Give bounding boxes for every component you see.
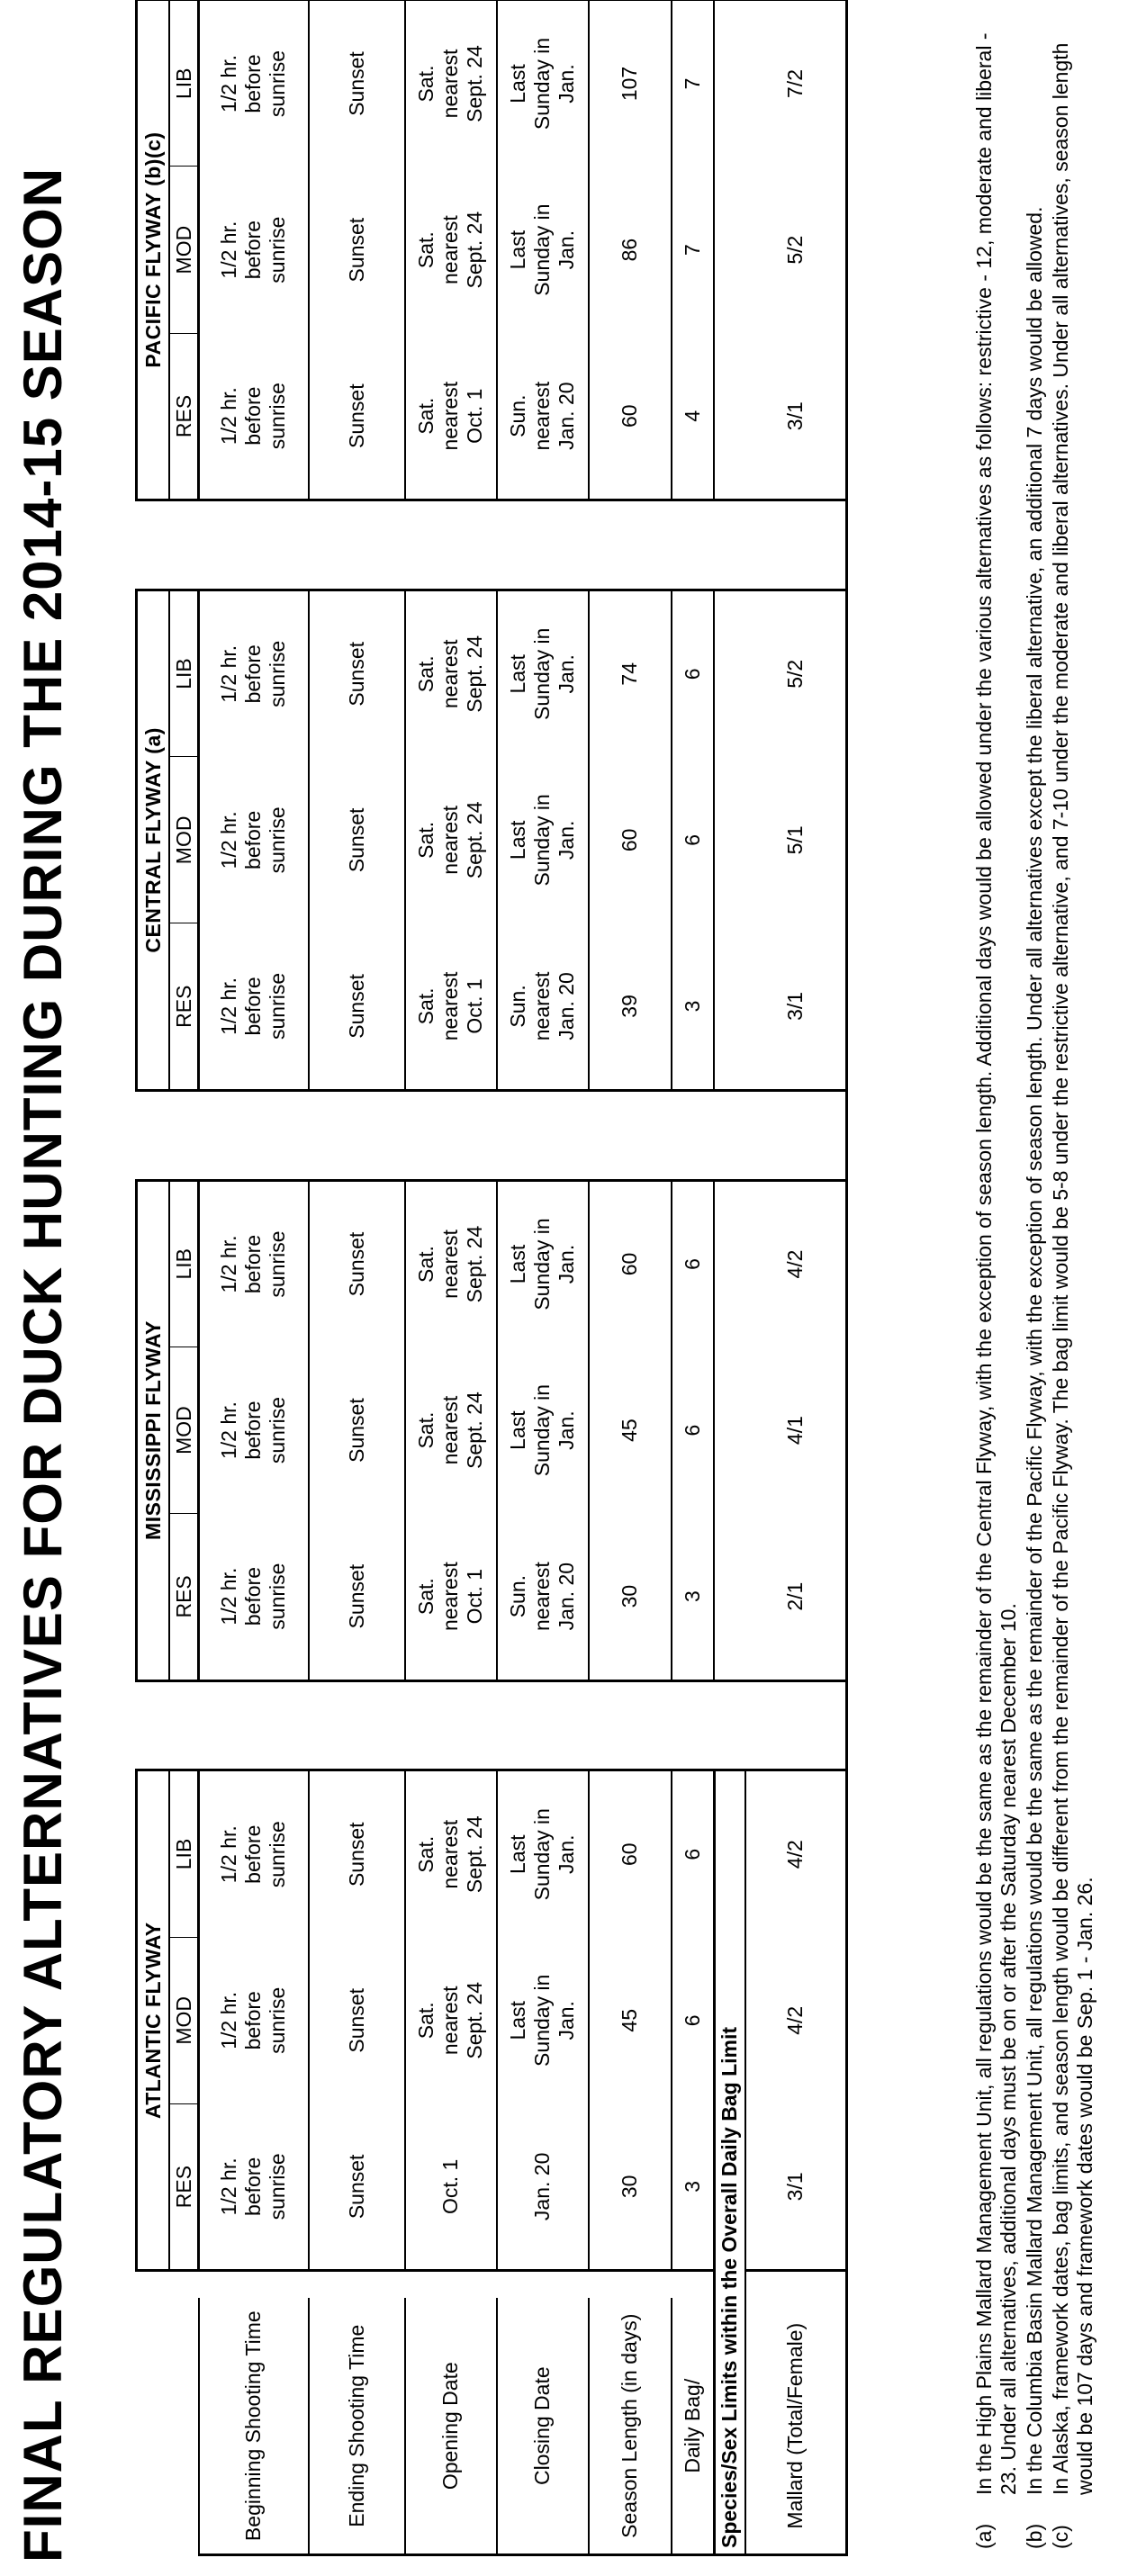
- cell-value: 1/2 hr. before sunrise: [217, 640, 290, 707]
- flyway-gap: [589, 500, 672, 590]
- flyway-gap: [137, 1090, 170, 1180]
- table-cell: [309, 1180, 405, 1347]
- cell-value: Sun. nearest Jan. 20: [506, 971, 578, 1041]
- table-cell: [405, 757, 497, 923]
- table-cell: [497, 1770, 589, 1937]
- flyway-header-row: [137, 0, 170, 2555]
- cell-value: 3: [680, 1590, 704, 1603]
- table-cell: [199, 1180, 309, 1347]
- cell-value: Sunset: [344, 383, 368, 448]
- cell-value: Last Sunday in Jan.: [506, 1974, 578, 2067]
- table-cell: [745, 333, 847, 500]
- footnote-text: In Alaska, framework dates, bag limits, and season length would be different from the remainder of the Pacific Flyway. The bag limit would be 5-8 under the restrictive alternative, and 7-10 under the moderate and liberal alternatives. Under all alternatives, season length would be 107 days and framework dates would be Sep. 1 - Jan. 26.: [1049, 42, 1096, 2495]
- flyway-gap: [745, 2271, 847, 2299]
- table-cell: [199, 590, 309, 756]
- row-label: Daily Bag/: [672, 2298, 715, 2554]
- cell-value: 4: [680, 410, 704, 422]
- cell-value: 39: [618, 995, 641, 1018]
- flyway-gap: [714, 500, 745, 590]
- table-cell: [309, 2103, 405, 2270]
- table-cell: [309, 333, 405, 500]
- table-row: [199, 0, 309, 2555]
- table-cell: [497, 2103, 589, 2270]
- footnote-letter: (b): [1023, 2523, 1046, 2549]
- table-cell: [405, 590, 497, 756]
- table-cell: [589, 0, 672, 167]
- cell-value: Oct. 1: [438, 2158, 462, 2215]
- footnote-text: In the High Plains Mallard Management Unit, all regulations would be the same as the remainder of the Central Flyway, with the exception of season length. Additional days would be allowed under the various alternatives as follows: restrictive - 12, moderate and liberal - 23. Under all alternatives, additional days must be on or after the Saturday nearest December 10.: [972, 32, 1020, 2495]
- footnotes: [972, 11, 1099, 2549]
- row-label: Mallard (Total/Female): [745, 2298, 847, 2554]
- table-cell: [672, 1770, 715, 1937]
- flyway-gap: [405, 500, 497, 590]
- cell-value: Sat. nearest Sept. 24: [414, 1392, 486, 1469]
- table-row: [309, 0, 405, 2555]
- cell-value: 6: [680, 1258, 704, 1270]
- cell-value: 1/2 hr. before sunrise: [217, 216, 290, 284]
- table-cell: [497, 1937, 589, 2103]
- cell-value: Sunset: [344, 2154, 368, 2220]
- table-cell: [309, 0, 405, 167]
- flyway-gap: [714, 1090, 745, 1180]
- table-cell: [309, 590, 405, 756]
- table-cell: [497, 167, 589, 333]
- table-cell: [714, 1180, 745, 1347]
- flyway-gap: [199, 1680, 309, 1770]
- row-label: Closing Date: [497, 2298, 589, 2554]
- table-cell: [309, 1514, 405, 1680]
- table-cell: [309, 757, 405, 923]
- flyway-gap: [137, 2271, 170, 2299]
- table-cell: [497, 923, 589, 1090]
- alternative-header: RES: [169, 333, 199, 500]
- table-cell: [745, 757, 847, 923]
- flyway-gap: [497, 1680, 589, 1770]
- table-cell: [199, 2103, 309, 2270]
- table-cell: [199, 1937, 309, 2103]
- cell-value: Sun. nearest Jan. 20: [506, 381, 578, 451]
- table-cell: [714, 333, 745, 500]
- cell-value: Sat. nearest Sept. 24: [414, 1815, 486, 1894]
- cell-value: 5/2: [782, 659, 807, 689]
- table-row: [405, 0, 497, 2555]
- table-cell: [589, 923, 672, 1090]
- cell-value: 7: [680, 244, 704, 257]
- table-cell: [672, 0, 715, 167]
- table-cell: [672, 590, 715, 756]
- cell-value: Last Sunday in Jan.: [506, 794, 578, 887]
- row-label: Opening Date: [405, 2298, 497, 2554]
- cell-value: 60: [618, 1252, 641, 1276]
- table-cell: [672, 333, 715, 500]
- cell-value: Last Sunday in Jan.: [506, 1383, 578, 1477]
- table-cell: [497, 1180, 589, 1347]
- table-cell: [497, 757, 589, 923]
- flyway-gap: [745, 1680, 847, 1770]
- flyway-gap: [405, 2271, 497, 2299]
- cell-value: 4/2: [782, 1249, 807, 1279]
- table-cell: [714, 1514, 745, 1680]
- flyway-name: PACIFIC FLYWAY (b)(c): [137, 0, 170, 500]
- cell-value: 1/2 hr. before sunrise: [217, 1986, 290, 2054]
- flyway-gap: [672, 500, 715, 590]
- cell-value: Sat. nearest Sept. 24: [414, 45, 486, 122]
- cell-value: 3: [680, 1000, 704, 1013]
- flyway-gap: [714, 1680, 745, 1770]
- cell-value: 6: [680, 1848, 704, 1860]
- cell-value: 2/1: [782, 1581, 807, 1611]
- cell-value: 60: [618, 828, 641, 852]
- alternative-header: MOD: [169, 1937, 199, 2103]
- cell-value: Last Sunday in Jan.: [506, 37, 578, 131]
- alternative-header: RES: [169, 1514, 199, 1680]
- table-cell: [309, 1937, 405, 2103]
- footnote-letter: (c): [1049, 2525, 1072, 2549]
- cell-value: Sat. nearest Sept. 24: [414, 211, 486, 289]
- cell-value: Last Sunday in Jan.: [506, 1808, 578, 1901]
- flyway-name: ATLANTIC FLYWAY: [137, 1770, 170, 2271]
- flyway-gap: [672, 1090, 715, 1180]
- cell-value: 4/2: [783, 2005, 807, 2035]
- cell-value: 60: [618, 404, 641, 428]
- table-cell: [745, 1937, 847, 2103]
- table-cell: [405, 1347, 497, 1513]
- table-cell: [745, 0, 847, 167]
- table-cell: [672, 1180, 715, 1347]
- flyway-gap: [405, 1090, 497, 1180]
- table-row: [497, 0, 589, 2555]
- cell-value: Sat. nearest Sept. 24: [414, 635, 486, 713]
- alternative-header: RES: [169, 923, 199, 1090]
- alternatives-header-row: [169, 0, 199, 2555]
- flyway-gap: [589, 1680, 672, 1770]
- flyway-name: MISSISSIPPI FLYWAY: [137, 1180, 170, 1680]
- table-cell: [497, 333, 589, 500]
- flyway-gap: [199, 2271, 309, 2299]
- table-cell: [309, 1347, 405, 1513]
- table-cell: [497, 1514, 589, 1680]
- table-cell: [199, 1770, 309, 1937]
- cell-value: 6: [680, 1424, 704, 1437]
- cell-value: Jan. 20: [530, 2152, 554, 2221]
- table-cell: [745, 1347, 847, 1513]
- table-cell: [405, 1514, 497, 1680]
- table-cell: [405, 923, 497, 1090]
- cell-value: Last Sunday in Jan.: [506, 1218, 578, 1311]
- footnote-text: In the Columbia Basin Mallard Management Unit, all regulations would be the same as the remainder of the Pacific Flyway, with the exception of season length. Under all alternatives except the liberal alternative, an additional 7 days would be allowed.: [1023, 206, 1046, 2495]
- cell-value: 5/1: [782, 825, 807, 855]
- alternative-header: LIB: [169, 590, 199, 756]
- flyway-gap: [199, 500, 309, 590]
- alternative-header: LIB: [169, 0, 199, 167]
- flyway-gap: [497, 1090, 589, 1180]
- cell-value: Sunset: [344, 1231, 368, 1297]
- flyway-gap: [169, 500, 199, 590]
- table-cell: [405, 1937, 497, 2103]
- cell-value: 6: [680, 833, 704, 846]
- table-cell: [672, 757, 715, 923]
- table-cell: [589, 1514, 672, 1680]
- table-cell: [199, 333, 309, 500]
- cell-value: 60: [618, 1842, 641, 1867]
- cell-value: 7: [680, 77, 704, 90]
- table-cell: [405, 1770, 497, 1937]
- cell-value: 4/1: [782, 1416, 807, 1446]
- flyway-gap: [672, 2271, 715, 2299]
- table-cell: [589, 167, 672, 333]
- cell-value: Sunset: [344, 807, 368, 873]
- table-cell: [589, 757, 672, 923]
- table-cell: [714, 167, 745, 333]
- table-cell: [714, 590, 745, 756]
- cell-value: 1/2 hr. before sunrise: [217, 1396, 290, 1464]
- table-cell: [672, 1937, 715, 2103]
- table-row: [589, 0, 672, 2555]
- table-cell: [745, 1514, 847, 1680]
- flyway-gap: [497, 500, 589, 590]
- flyway-gap: [199, 1090, 309, 1180]
- cell-value: 1/2 hr. before sunrise: [217, 1821, 290, 1888]
- cell-value: Sunset: [344, 217, 368, 283]
- table-cell: [672, 1514, 715, 1680]
- cell-value: 1/2 hr. before sunrise: [217, 2153, 290, 2220]
- table-cell: [199, 0, 309, 167]
- cell-value: 1/2 hr. before sunrise: [217, 1230, 290, 1298]
- table-cell: [405, 0, 497, 167]
- cell-value: 6: [680, 2014, 704, 2027]
- table-cell: [745, 1180, 847, 1347]
- cell-value: 45: [618, 1419, 641, 1442]
- flyway-gap: [745, 500, 847, 590]
- table-cell: [745, 167, 847, 333]
- cell-value: Sunset: [344, 1987, 368, 2053]
- cell-value: Sat. nearest Oct. 1: [414, 381, 486, 451]
- flyway-gap: [309, 1680, 405, 1770]
- cell-value: Sunset: [344, 1822, 368, 1887]
- flyway-gap: [589, 2271, 672, 2299]
- footnote: [1023, 11, 1047, 2549]
- footnote: [972, 11, 1021, 2549]
- cell-value: 3/1: [782, 991, 807, 1021]
- table-cell: [714, 0, 745, 167]
- flyway-gap: [405, 1680, 497, 1770]
- species-limits-heading: Species/Sex Limits within the Overall Daily Bag Limit: [714, 1770, 745, 2555]
- cell-value: Sunset: [344, 641, 368, 707]
- table-row: [672, 0, 715, 2555]
- alternative-header: RES: [169, 2103, 199, 2270]
- table-cell: [589, 590, 672, 756]
- alternative-header: MOD: [169, 757, 199, 923]
- corner-cell: [137, 2298, 199, 2554]
- cell-value: 1/2 hr. before sunrise: [217, 972, 290, 1040]
- cell-value: 3: [680, 2180, 704, 2193]
- cell-value: 74: [618, 662, 641, 686]
- table-cell: [714, 923, 745, 1090]
- table-cell: [589, 1180, 672, 1347]
- flyway-gap: [137, 1680, 170, 1770]
- cell-value: Sat. nearest Oct. 1: [414, 1562, 486, 1631]
- row-label: Ending Shooting Time: [309, 2298, 405, 2554]
- cell-value: Sat. nearest Oct. 1: [414, 971, 486, 1041]
- table-cell: [745, 590, 847, 756]
- cell-value: 30: [618, 2175, 641, 2199]
- cell-value: Sun. nearest Jan. 20: [506, 1562, 578, 1631]
- regulations-table: [135, 0, 848, 2556]
- page-title: FINAL REGULATORY ALTERNATIVES FOR DUCK HUNTING DURING THE 2014-15 SEASON: [13, 167, 73, 2562]
- table-cell: [745, 1770, 847, 1937]
- cell-value: Last Sunday in Jan.: [506, 203, 578, 296]
- section-header-row: [714, 0, 745, 2555]
- cell-value: 30: [618, 1584, 641, 1608]
- cell-value: Last Sunday in Jan.: [506, 627, 578, 720]
- table-cell: [199, 757, 309, 923]
- alternative-header: LIB: [169, 1770, 199, 1937]
- flyway-gap: [497, 2271, 589, 2299]
- table-cell: [199, 923, 309, 1090]
- cell-value: 1/2 hr. before sunrise: [217, 1563, 290, 1630]
- table-cell: [714, 757, 745, 923]
- cell-value: Sunset: [344, 974, 368, 1039]
- cell-value: 4/2: [783, 1840, 807, 1869]
- row-label: Beginning Shooting Time: [199, 2298, 309, 2554]
- cell-value: Sunset: [344, 1398, 368, 1463]
- table-cell: [745, 923, 847, 1090]
- cell-value: Sat. nearest Sept. 24: [414, 1981, 486, 2059]
- flyway-gap: [672, 1680, 715, 1770]
- cell-value: Sat. nearest Sept. 24: [414, 801, 486, 879]
- cell-value: 6: [680, 668, 704, 680]
- table-cell: [497, 0, 589, 167]
- table-cell: [672, 923, 715, 1090]
- table-cell: [745, 2103, 847, 2270]
- flyway-name: CENTRAL FLYWAY (a): [137, 590, 170, 1090]
- cell-value: Sat. nearest Sept. 24: [414, 1225, 486, 1303]
- flyway-gap: [589, 1090, 672, 1180]
- table-cell: [199, 1347, 309, 1513]
- table-cell: [589, 333, 672, 500]
- flyway-gap: [745, 1090, 847, 1180]
- row-label: Season Length (in days): [589, 2298, 672, 2554]
- cell-value: 1/2 hr. before sunrise: [217, 50, 290, 118]
- table-cell: [589, 1937, 672, 2103]
- footnote-letter: (a): [972, 2523, 996, 2549]
- flyway-gap: [169, 1680, 199, 1770]
- flyway-gap: [309, 500, 405, 590]
- cell-value: Sunset: [344, 51, 368, 116]
- table-cell: [589, 2103, 672, 2270]
- cell-value: Sunset: [344, 1563, 368, 1629]
- table-cell: [589, 1770, 672, 1937]
- table-cell: [714, 1347, 745, 1513]
- table-cell: [309, 167, 405, 333]
- flyway-gap: [169, 2271, 199, 2299]
- table-cell: [405, 1180, 497, 1347]
- cell-value: 7/2: [782, 69, 807, 98]
- table-cell: [672, 2103, 715, 2270]
- table-cell: [405, 167, 497, 333]
- table-cell: [589, 1347, 672, 1513]
- table-cell: [309, 1770, 405, 1937]
- table-cell: [309, 923, 405, 1090]
- flyway-gap: [169, 1090, 199, 1180]
- table-cell: [497, 590, 589, 756]
- cell-value: 86: [618, 238, 641, 262]
- cell-value: 3/1: [783, 2172, 807, 2202]
- table-cell: [405, 333, 497, 500]
- flyway-gap: [137, 500, 170, 590]
- table-cell: [405, 2103, 497, 2270]
- table-cell: [497, 1347, 589, 1513]
- flyway-gap: [309, 1090, 405, 1180]
- cell-value: 5/2: [782, 235, 807, 265]
- cell-value: 45: [618, 2008, 641, 2032]
- alternative-header: LIB: [169, 1180, 199, 1347]
- footnote: [1049, 11, 1097, 2549]
- table-cell: [199, 1514, 309, 1680]
- table-cell: [672, 1347, 715, 1513]
- cell-value: 3/1: [782, 401, 807, 431]
- cell-value: 1/2 hr. before sunrise: [217, 806, 290, 874]
- cell-value: 107: [618, 66, 641, 102]
- cell-value: 1/2 hr. before sunrise: [217, 383, 290, 450]
- alternative-header: MOD: [169, 167, 199, 333]
- table-cell: [199, 167, 309, 333]
- table-cell: [672, 167, 715, 333]
- mallard-row: [745, 0, 847, 2555]
- alternative-header: MOD: [169, 1347, 199, 1513]
- flyway-gap: [309, 2271, 405, 2299]
